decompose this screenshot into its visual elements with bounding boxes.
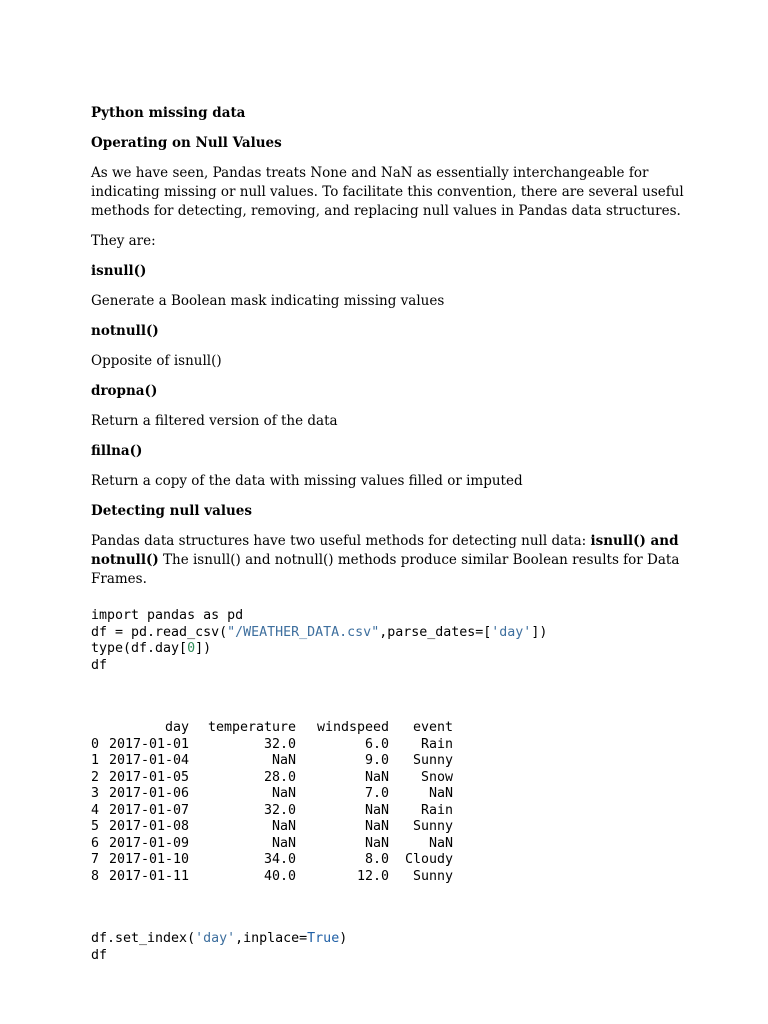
table-cell: NaN	[364, 802, 389, 818]
they-are-text: They are:	[91, 233, 156, 249]
code-keyword: True	[307, 931, 340, 946]
method-name-dropna: dropna()	[91, 383, 158, 399]
code-token: )	[339, 931, 348, 946]
table-cell: NaN	[364, 835, 389, 851]
table-cell: 5	[91, 819, 100, 834]
table-cell: 34.0	[263, 852, 296, 867]
method-desc-notnull: Opposite of isnull()	[91, 353, 222, 369]
code-token: ])	[195, 641, 212, 656]
table-cell: 28.0	[263, 769, 296, 785]
table-cell: NaN	[271, 753, 296, 768]
table-cell: 2017-01-11	[108, 868, 189, 884]
table-row	[91, 803, 453, 820]
detect-para-bold: isnull() and notnull()	[91, 533, 679, 568]
table-cell: Sunny	[412, 753, 453, 768]
code-block-read-csv	[91, 608, 691, 674]
code-token: ,inplace=	[235, 931, 308, 946]
table-cell: 32.0	[263, 802, 296, 818]
table-cell: NaN	[364, 819, 389, 834]
table-cell: NaN	[271, 819, 296, 834]
table-cell: NaN	[428, 835, 453, 851]
code-line: df	[91, 947, 108, 963]
table-cell: 8	[91, 868, 100, 884]
table-cell: NaN	[271, 835, 296, 851]
table-cell: 2	[91, 769, 100, 785]
table-cell: 2017-01-08	[108, 819, 189, 834]
table-cell: 12.0	[356, 868, 389, 884]
table-cell: 2017-01-06	[108, 786, 189, 801]
column-header: event	[412, 720, 453, 735]
code-token: df = pd.read_csv(	[91, 624, 228, 640]
column-header	[91, 720, 107, 737]
table-cell: Sunny	[412, 868, 453, 884]
dataframe-table	[91, 720, 453, 885]
column-header: windspeed	[316, 720, 389, 735]
table-row	[91, 770, 453, 787]
code-line	[91, 625, 691, 642]
section-heading-detecting: Detecting null values	[91, 503, 252, 519]
table-row	[91, 836, 453, 853]
table-row	[91, 819, 453, 836]
intro-paragraph: As we have seen, Pandas treats None and NaN as essentially interchangeable for indicating missing or null values. To facilitate this convention, there are several useful methods for detecting, removing, and replacing null values in Pandas data structures.	[91, 165, 684, 219]
table-cell: NaN	[428, 786, 453, 801]
table-row	[91, 753, 453, 770]
table-cell: 7.0	[364, 786, 389, 801]
section-heading-null-values: Operating on Null Values	[91, 135, 282, 151]
method-name-notnull: notnull()	[91, 323, 159, 339]
table-cell: 1	[91, 753, 100, 768]
table-cell: NaN	[364, 769, 389, 785]
table-header-row	[91, 720, 453, 737]
code-string: 'day'	[195, 931, 236, 946]
code-string: "/WEATHER_DATA.csv"	[227, 624, 380, 640]
table-row	[91, 737, 453, 754]
method-desc-isnull: Generate a Boolean mask indicating missing values	[91, 293, 445, 309]
column-header: temperature	[207, 720, 296, 735]
doc-title: Python missing data	[91, 105, 246, 121]
code-token: ,parse_dates=[	[379, 624, 492, 640]
method-name-fillna: fillna()	[91, 443, 143, 459]
code-token: df.set_index(	[91, 931, 196, 946]
table-cell: Rain	[420, 736, 453, 752]
table-row	[91, 786, 453, 803]
dataframe-output	[91, 687, 691, 918]
code-number: 0	[187, 641, 196, 656]
table-cell: Rain	[420, 802, 453, 818]
code-block-set-index	[91, 931, 691, 964]
table-cell: Snow	[420, 769, 453, 785]
code-token: ])	[531, 624, 548, 640]
table-cell: 2017-01-04	[108, 753, 189, 768]
method-name-isnull: isnull()	[91, 263, 147, 279]
table-cell: 4	[91, 802, 100, 818]
detect-para-tail: The isnull() and notnull() methods produce similar Boolean results for Data Frames.	[91, 552, 680, 587]
table-cell: Cloudy	[404, 852, 453, 867]
column-header: day	[164, 720, 189, 735]
table-cell: 2017-01-10	[108, 852, 189, 867]
method-desc-fillna: Return a copy of the data with missing values filled or imputed	[91, 473, 523, 489]
code-line: import pandas as pd	[91, 608, 244, 623]
table-cell: 9.0	[364, 753, 389, 768]
code-string: 'day'	[491, 624, 532, 640]
detect-paragraph	[91, 532, 691, 589]
table-cell: 8.0	[364, 852, 389, 867]
code-line: df	[91, 657, 108, 673]
document-page	[91, 104, 691, 964]
detect-para-lead: Pandas data structures have two useful methods for detecting null data:	[91, 533, 591, 549]
table-cell: 40.0	[263, 868, 296, 884]
table-row	[91, 869, 453, 886]
code-token: type(df.day[	[91, 641, 188, 656]
table-cell: 0	[91, 736, 100, 752]
table-cell: NaN	[271, 786, 296, 801]
code-line	[91, 931, 691, 948]
table-row	[91, 852, 453, 869]
method-desc-dropna: Return a filtered version of the data	[91, 413, 338, 429]
table-cell: 2017-01-07	[108, 802, 189, 818]
table-cell: 2017-01-05	[108, 769, 189, 785]
table-cell: 7	[91, 852, 100, 867]
code-line	[91, 641, 691, 658]
table-cell: 2017-01-01	[108, 736, 189, 752]
table-cell: Sunny	[412, 819, 453, 834]
table-cell: 6	[91, 835, 100, 851]
table-cell: 32.0	[263, 736, 296, 752]
table-cell: 2017-01-09	[108, 835, 189, 851]
table-cell: 3	[91, 786, 100, 801]
table-cell: 6.0	[364, 736, 389, 752]
